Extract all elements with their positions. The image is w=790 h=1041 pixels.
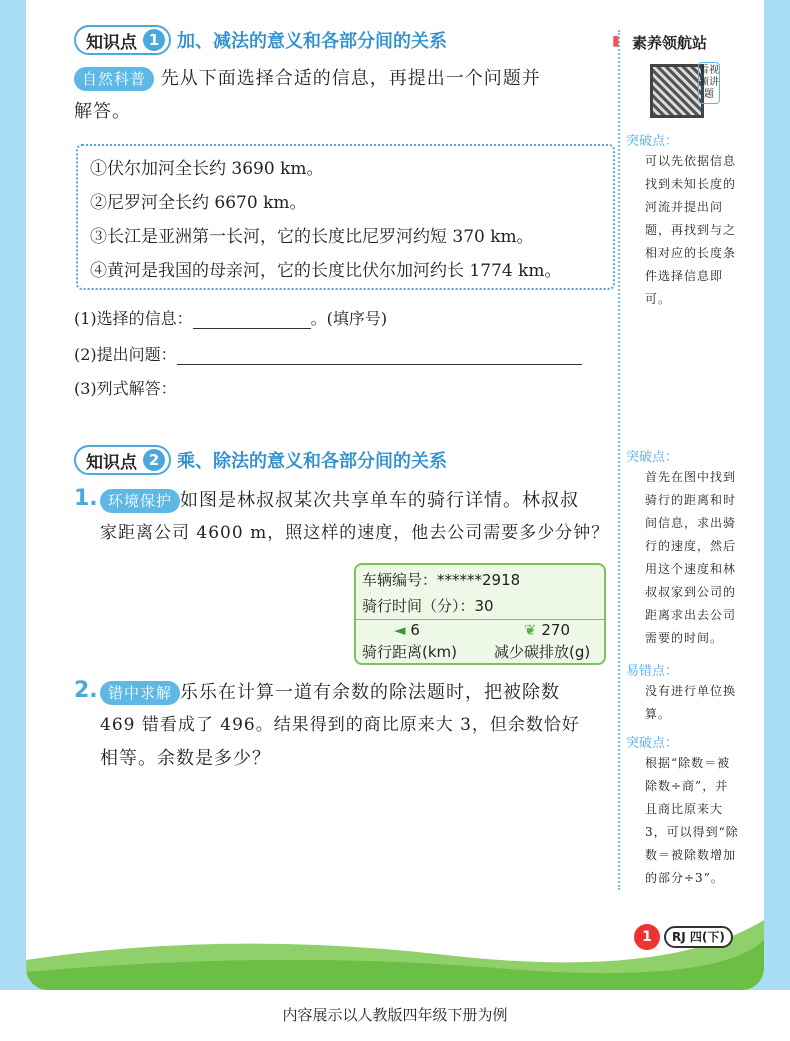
question-2-label: (2)提出问题： <box>74 345 177 364</box>
card-divider <box>356 619 604 620</box>
problem-2-number: 2. <box>74 678 98 703</box>
question-1 <box>74 306 387 329</box>
problem-1-text <box>100 484 620 550</box>
knowledge-point-badge <box>74 25 171 55</box>
distance-number: 6 <box>410 621 420 639</box>
page-badge <box>634 924 733 950</box>
qr-code-label: 看视频讲题 <box>698 62 720 104</box>
sidebar-head-4: 突破点： <box>626 736 679 751</box>
info-item-1: ①伏尔加河全长约 3690 km。 <box>90 159 324 179</box>
info-box <box>76 144 615 290</box>
problem-2-line-2: 469 错看成了 496。结果得到的商比原来大 3，但余数恰好 <box>100 715 580 735</box>
knowledge-point-number: 1 <box>143 29 165 51</box>
topic-tag: 自然科普 <box>74 67 154 91</box>
edition-label: RJ 四(下) <box>664 926 733 948</box>
sidebar-text-4: 根据“除数＝被除数÷商”，并且商比原来大 3，可以得到“除数＝被除数增加的部分÷3”。 <box>645 756 739 885</box>
sidebar-text-2: 首先在图中找到骑行的距离和时间信息，求出骑行的速度，然后用这个速度和林叔叔家到公司的距离求出去公司需要的时间。 <box>645 470 737 645</box>
lighthouse-icon: ▮ <box>612 33 620 49</box>
answer-blank-2[interactable] <box>177 345 582 365</box>
info-item-4: ④黄河是我国的母亲河，它的长度比伏尔加河约长 1774 km。 <box>90 261 562 281</box>
knowledge-point-1-header <box>74 25 447 55</box>
problem-1-number: 1. <box>74 486 98 511</box>
bike-ride-card <box>354 563 606 665</box>
problem-1-line-1: 如图是林叔叔某次共享单车的骑行详情。林叔叔 <box>180 490 580 511</box>
info-item-2: ②尼罗河全长约 6670 km。 <box>90 193 307 213</box>
carbon-number: 270 <box>541 621 570 639</box>
ride-time: 骑行时间（分）：30 <box>362 597 494 615</box>
footer-caption: 内容展示以人教版四年级下册为例 <box>282 1006 508 1024</box>
problem-2-line-1: 乐乐在计算一道有余数的除法题时，把被除数 <box>180 682 561 703</box>
info-item-3: ③长江是亚洲第一长河，它的长度比尼罗河约短 370 km。 <box>90 227 534 247</box>
knowledge-point-title: 乘、除法的意义和各部分间的关系 <box>177 451 447 472</box>
knowledge-point-badge <box>74 445 171 475</box>
sidebar-head-2: 突破点： <box>626 450 679 465</box>
problem-2-line-3: 相等。余数是多少？ <box>100 748 271 769</box>
question-2 <box>74 342 582 365</box>
sidebar-panel <box>612 30 740 890</box>
question-1-label: (1)选择的信息： <box>74 309 193 328</box>
problem-1-line-2: 家距离公司 4600 m，照这样的速度，他去公司需要多少分钟？ <box>100 523 610 543</box>
answer-blank-1[interactable] <box>193 309 311 329</box>
knowledge-point-label: 知识点 <box>86 32 137 53</box>
problem-2-text <box>100 676 620 775</box>
knowledge-point-label: 知识点 <box>86 452 137 473</box>
bike-id: 车辆编号：******2918 <box>362 571 521 589</box>
knowledge-point-title: 加、减法的意义和各部分间的关系 <box>177 31 447 52</box>
sidebar-head-1: 突破点： <box>626 134 679 149</box>
sidebar-text-3: 没有进行单位换算。 <box>645 684 737 721</box>
leaf-icon: ❦ <box>524 621 537 639</box>
sidebar-title: 素养领航站 <box>632 34 708 52</box>
knowledge-point-2-header <box>74 445 447 475</box>
sidebar-text-1: 可以先依据信息找到未知长度的河流并提出问题，再找到与之相对应的长度条件选择信息即可。 <box>645 154 737 306</box>
topic-tag: 环境保护 <box>100 489 180 513</box>
arrow-icon: ◄ <box>394 621 406 639</box>
workbook-page <box>26 0 764 990</box>
question-1-suffix: 。(填序号) <box>310 309 388 328</box>
intro-line-2: 解答。 <box>74 101 131 122</box>
page-number: 1 <box>634 924 660 950</box>
distance-value <box>394 621 420 639</box>
carbon-value <box>524 621 570 639</box>
carbon-label: 减少碳排放(g) <box>494 643 591 661</box>
intro-paragraph <box>74 62 614 128</box>
intro-line-1: 先从下面选择合适的信息，再提出一个问题并 <box>160 68 541 89</box>
question-3: (3)列式解答： <box>74 379 177 398</box>
topic-tag: 错中求解 <box>100 681 180 705</box>
qr-code-image[interactable] <box>650 64 704 118</box>
distance-label: 骑行距离(km) <box>362 643 458 661</box>
knowledge-point-number: 2 <box>143 449 165 471</box>
sidebar-head-3: 易错点： <box>626 664 679 679</box>
